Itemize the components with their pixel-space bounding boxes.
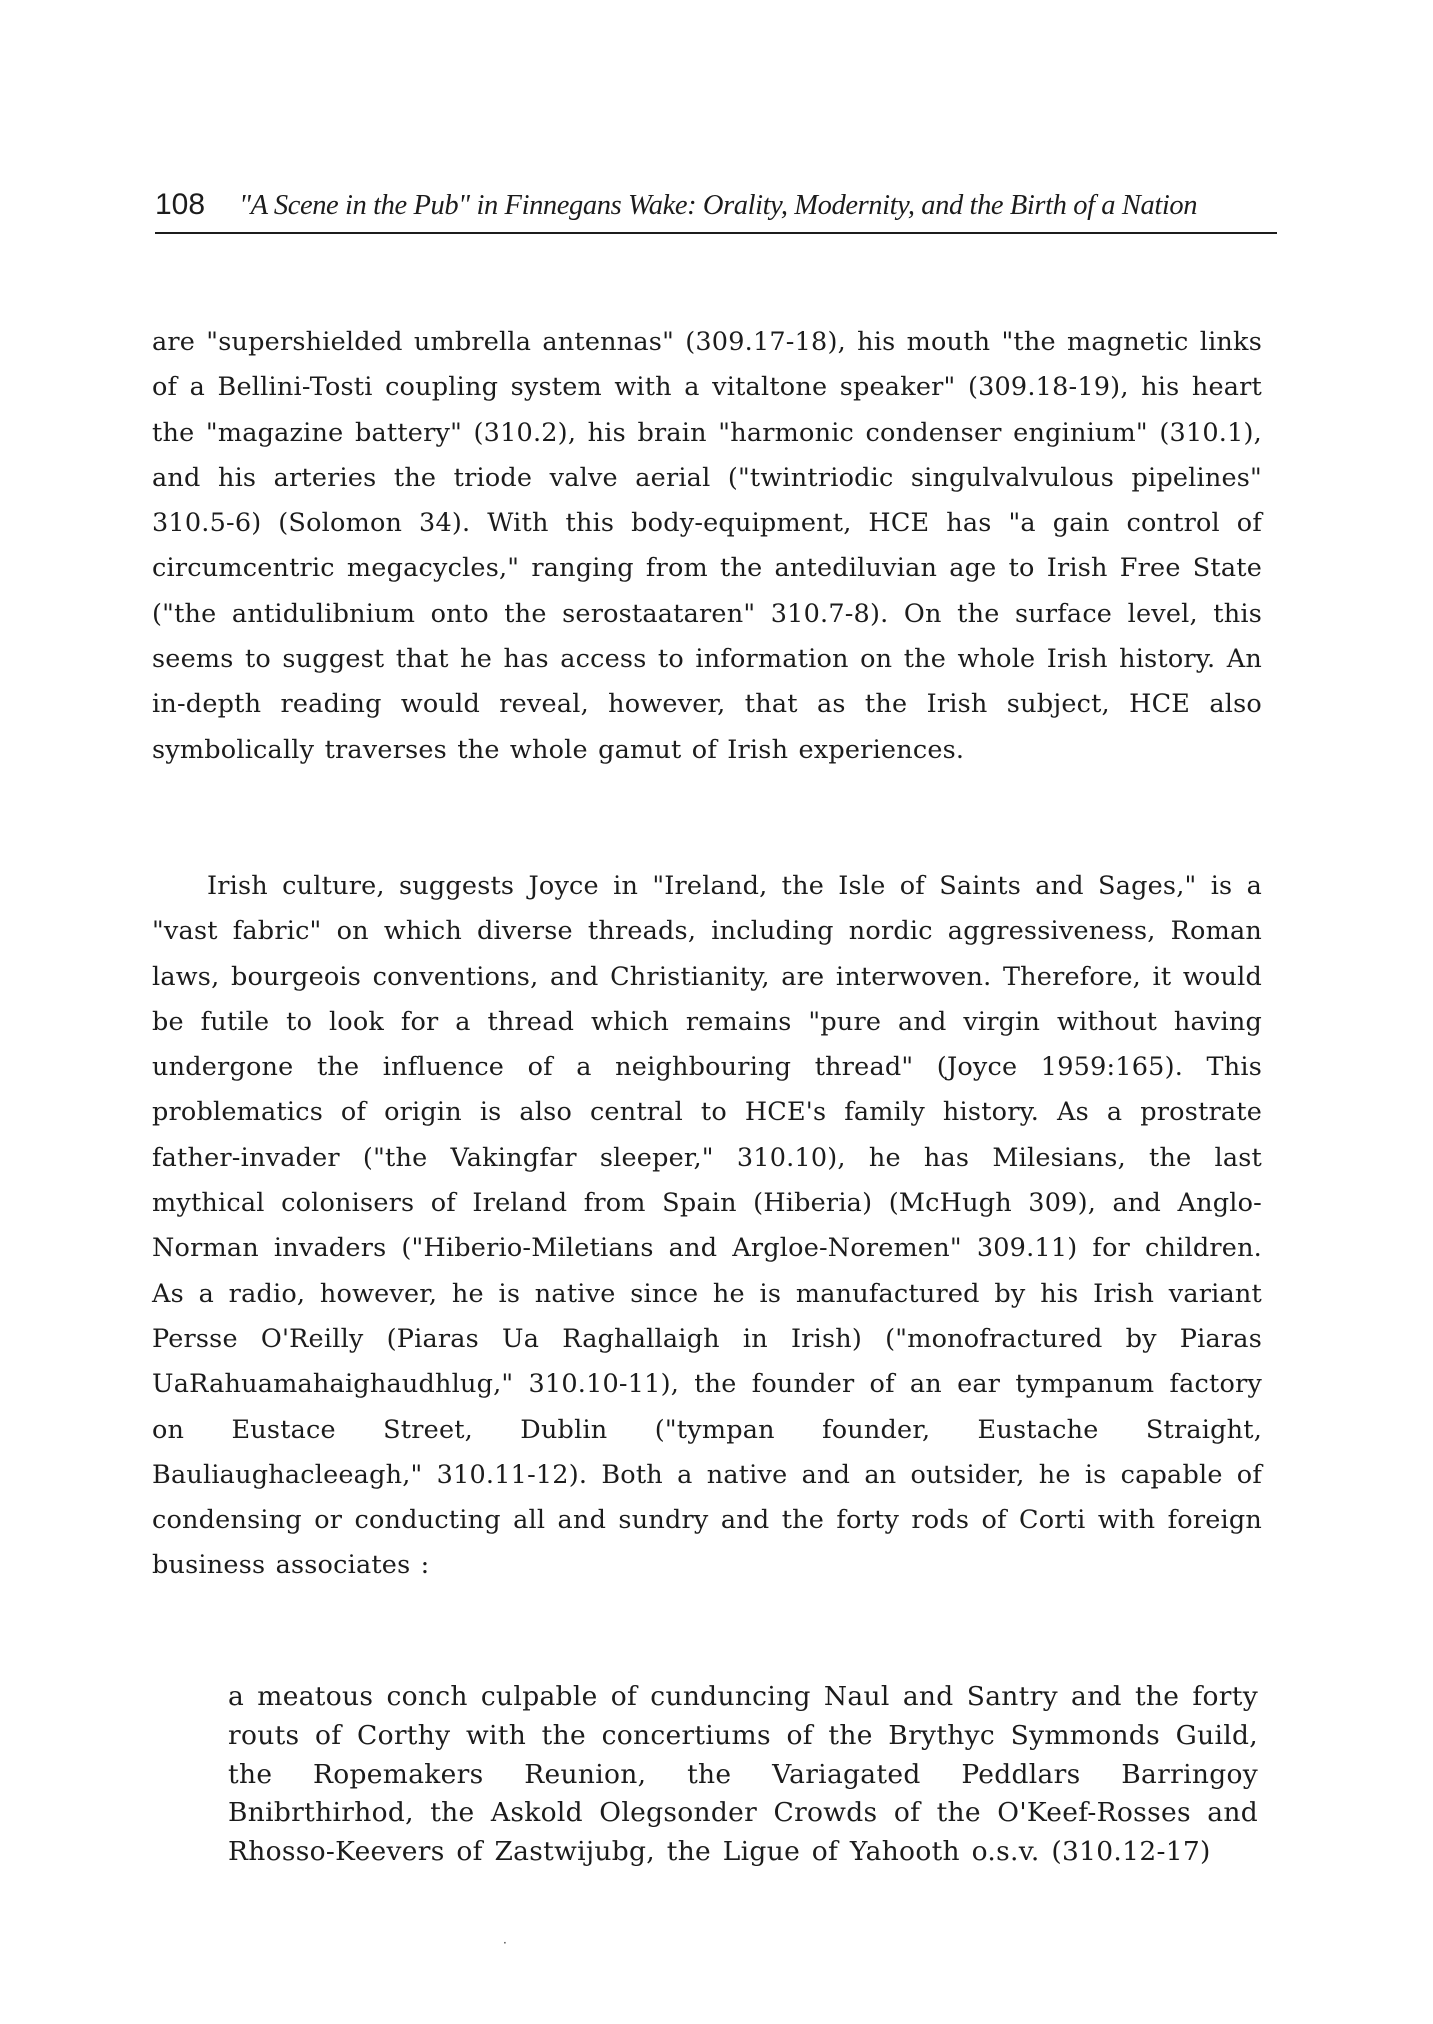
- body-paragraph-2: Irish culture, suggests Joyce in "Ireland, the Isle of Saints and Sages," is a "vast fabric" on which diverse threads, including nordic aggressiveness, Roman laws, bourgeois conventions, and Christianity, are interwoven. Therefore, it would be futile to look for a thread which remains "pure and virgin without having undergone the influence of a neighbouring thread" (Joyce 1959:165). This problematics of origin is also central to HCE's family history. As a prostrate father-invader ("the Vakingfar sleeper," 310.10), he has Milesians, the last mythical colonisers of Ireland from Spain (Hiberia) (McHugh 309), and Anglo-Norman invaders ("Hiberio-Miletians and Argloe-Noremen" 309.11) for children. As a radio, however, he is native since he is manufactured by his Irish variant Persse O'Reilly (Piaras Ua Raghallaigh in Irish) ("monofractured by Piaras UaRahuamahaighaudhlug," 310.10-11), the founder of an ear tympanum factory on Eustace Street, Dublin ("tympan founder, Eustache Straight, Bauliaughacleeagh," 310.11-12). Both a native and an outsider, he is capable of condensing or conducting all and sundry and the forty rods of Corti with foreign business associates :: [152, 871, 1262, 1581]
- page-number: 108: [155, 188, 206, 221]
- print-speck: ·: [503, 1936, 507, 1950]
- running-title: "A Scene in the Pub" in Finnegans Wake: Orality, Modernity, and the Birth of a Nation: [239, 190, 1198, 221]
- body-paragraph-1: are "supershielded umbrella antennas" (309.17-18), his mouth "the magnetic links of a Bellini-Tosti coupling system with a vitaltone speaker" (309.18-19), his heart the "magazine battery" (310.2), his brain "harmonic condenser enginium" (310.1), and his arteries the triode valve aerial ("twintriodic singulvalvulous pipelines" 310.5-6) (Solomon 34). With this body-equipment, HCE has "a gain control of circumcentric megacycles," ranging from the antediluvian age to Irish Free State ("the antidulibnium onto the serostaataren" 310.7-8). On the surface level, this seems to suggest that he has access to information on the whole Irish history. An in-depth reading would reveal, however, that as the Irish subject, HCE also symbolically traverses the whole gamut of Irish experiences.: [152, 327, 1262, 765]
- running-header: [155, 188, 1277, 234]
- block-quote: a meatous conch culpable of cunduncing Naul and Santry and the forty routs of Corthy with the concertiums of the Brythyc Symmonds Guild, the Ropemakers Reunion, the Variagated Peddlars Barringoy Bnibrthirhod, the Askold Olegsonder Crowds of the O'Keef-Rosses and Rhosso-Keevers of Zastwijubg, the Ligue of Yahooth o.s.v. (310.12-17): [228, 1681, 1258, 1868]
